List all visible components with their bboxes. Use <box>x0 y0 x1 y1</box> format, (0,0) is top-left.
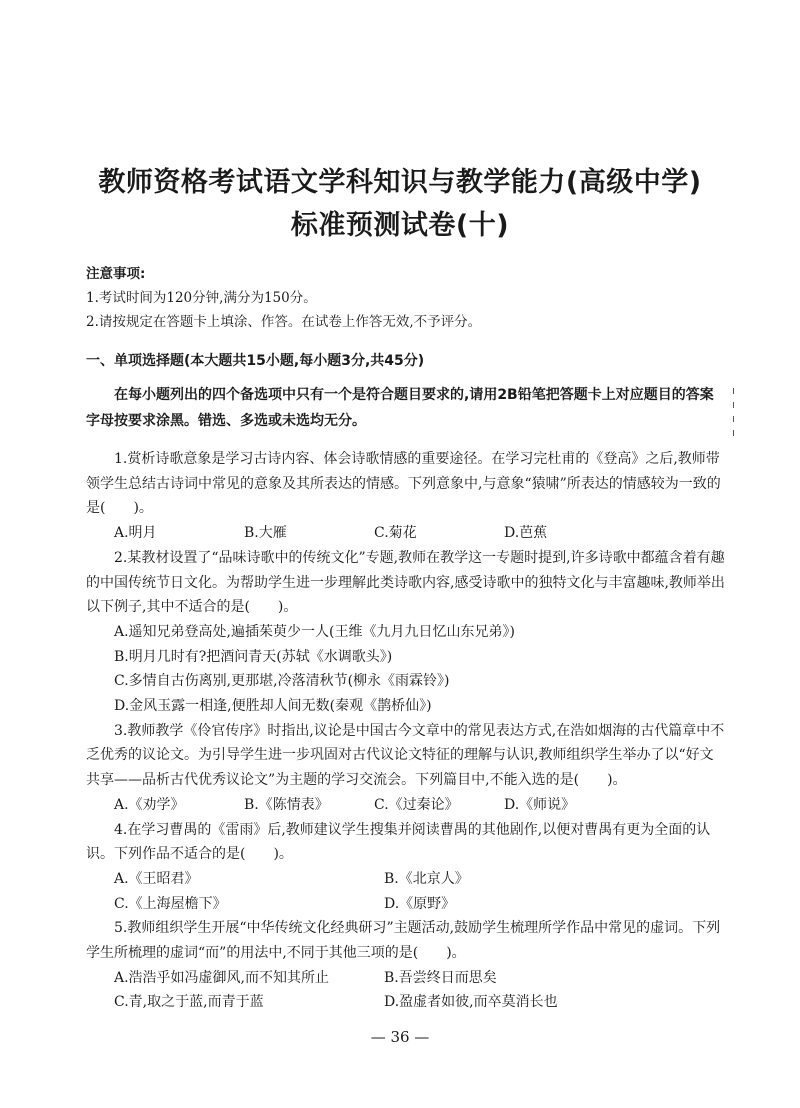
question-options <box>86 793 726 818</box>
option: C.青,取之于蓝,而青于蓝 <box>114 994 264 1011</box>
question-stem: 3.教师教学《伶官传序》时指出,议论是中国古今文章中的常见表达方式,在浩如烟海的古代篇章中不乏优秀的议论文。为引导学生进一步巩固对古代议论文特征的理解与认识,教师组织学生举办了以“好文共享——品析古代优秀议论文”为主题的学习交流会。下列篇目中,不能入选的是( )。 <box>86 722 725 789</box>
option: D.《师说》 <box>504 796 576 813</box>
question-stem: 2.某教材设置了“品味诗歌中的传统文化”专题,教师在教学这一专题时提到,许多诗歌中都蕴含着有趣的中国传统节日文化。为帮助学生进一步理解此类诗歌内容,感受诗歌中的独特文化与丰富趣味,教师举出以下例子,其中不适合的是( )。 <box>86 549 725 616</box>
option: C.《上海屋檐下》 <box>114 895 227 912</box>
question-options <box>86 990 726 1015</box>
question-stem: 5.教师组织学生开展“中华传统文化经典研习”主题活动,鼓励学生梳理所学作品中常见的虚词。下列学生所梳理的虚词“而”的用法中,不同于其他三项的是( )。 <box>86 920 721 962</box>
option: D.金风玉露一相逢,便胜却人间无数(秦观《鹊桥仙》) <box>114 698 432 715</box>
question-options <box>86 966 726 991</box>
option: D.《原野》 <box>384 895 456 912</box>
margin-tick <box>733 402 734 408</box>
option: B.《陈情表》 <box>244 796 329 813</box>
option: A.《王昭君》 <box>114 870 199 887</box>
question-options <box>86 892 726 917</box>
section-heading: 一、单项选择题(本大题共15小题,每小题3分,共45分) <box>86 353 425 369</box>
margin-tick <box>733 430 734 436</box>
question-stem: 1.赏析诗歌意象是学习古诗内容、体会诗歌情感的重要途径。在学习完杜甫的《登高》之后,教师带领学生总结古诗词中常见的意象及其所表达的情感。下列意象中,与意象“猿啸”所表达的情感较为一致的是( )。 <box>86 451 721 517</box>
option: C.菊花 <box>374 525 417 542</box>
option: C.《过秦论》 <box>374 796 459 813</box>
option: D.芭蕉 <box>504 525 548 542</box>
section-instructions: 在每小题列出的四个备选项中只有一个是符合题目要求的,请用2B铅笔把答题卡上对应题目的答案字母按要求涂黑。错选、多选或未选均无分。 <box>86 387 714 429</box>
questions-list <box>86 447 726 1015</box>
option: C.多情自古伤离别,更那堪,冷落清秋节(柳永《雨霖铃》) <box>114 673 450 690</box>
option: A.遥知兄弟登高处,遍插茱萸少一人(王维《九月九日忆山东兄弟》) <box>114 623 515 640</box>
option: B.明月几时有?把酒问青天(苏轼《水调歌头》) <box>114 648 393 665</box>
option: A.明月 <box>114 525 157 542</box>
page-number: — 36 — <box>370 1028 430 1046</box>
page-title: 教师资格考试语文学科知识与教学能力(高级中学) <box>98 167 702 198</box>
option: B.吾尝终日而思矣 <box>384 969 497 986</box>
page-subtitle: 标准预测试卷(十) <box>290 210 510 241</box>
question-options <box>86 521 726 546</box>
notes-item: 2.请按规定在答题卡上填涂、作答。在试卷上作答无效,不予评分。 <box>86 314 482 330</box>
option: A.《劝学》 <box>114 796 185 813</box>
question-stem: 4.在学习曹禺的《雷雨》后,教师建议学生搜集并阅读曹禺的其他剧作,以便对曹禺有更为全面的认识。下列作品不适合的是( )。 <box>86 821 711 863</box>
question-options <box>86 867 726 892</box>
notes-block <box>86 262 481 334</box>
margin-tick <box>733 388 734 394</box>
option: B.《北京人》 <box>384 870 469 887</box>
margin-tick <box>733 416 734 422</box>
notes-heading: 注意事项: <box>86 266 146 282</box>
option: B.大雁 <box>244 525 287 542</box>
option: A.浩浩乎如冯虚御风,而不知其所止 <box>114 969 330 986</box>
option: D.盈虚者如彼,而卒莫消长也 <box>384 994 558 1011</box>
notes-item: 1.考试时间为120分钟,满分为150分。 <box>86 290 317 306</box>
